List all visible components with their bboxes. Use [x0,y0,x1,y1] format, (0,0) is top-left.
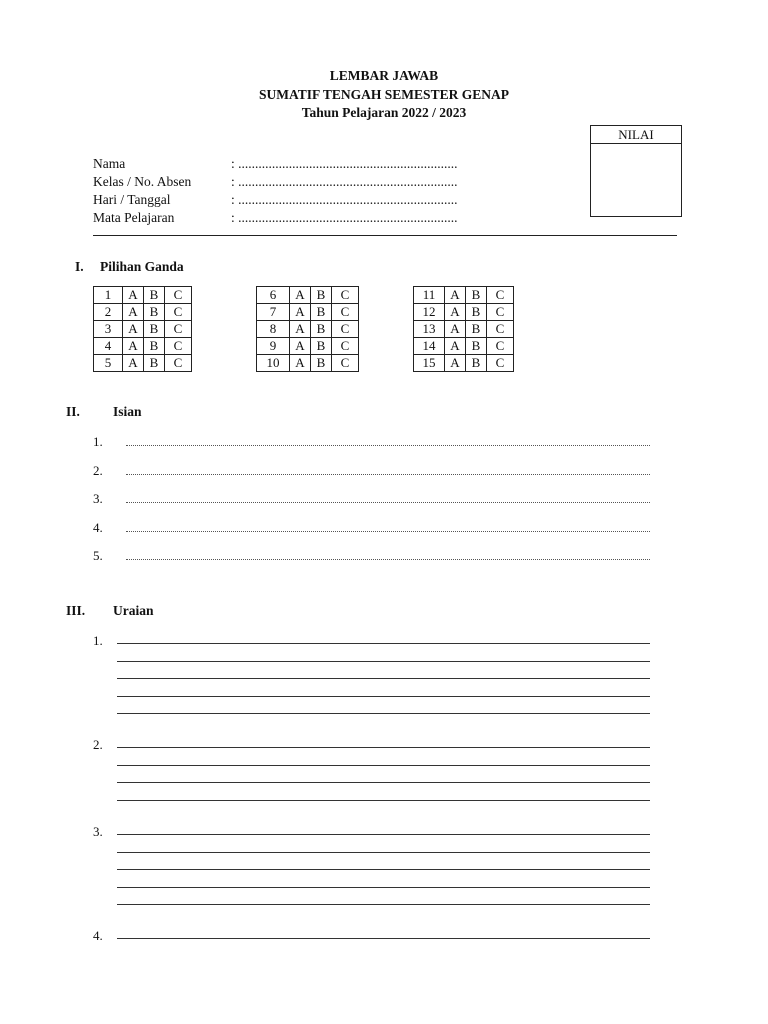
essay-number: 1. [93,633,103,648]
option-c[interactable]: C [332,321,359,338]
option-b[interactable]: B [144,355,165,372]
subject-field[interactable]: : ................................................................. [231,210,458,225]
option-c[interactable]: C [332,287,359,304]
school-year: Tahun Pelajaran 2022 / 2023 [301,105,467,120]
option-a[interactable]: A [123,287,144,304]
section1-number: I. [75,259,84,274]
sheet-title: LEMBAR JAWAB [329,68,439,83]
option-b[interactable]: B [144,287,165,304]
option-c[interactable]: C [487,355,514,372]
option-a[interactable]: A [290,355,311,372]
option-b[interactable]: B [311,304,332,321]
short-answer-number: 2. [93,462,103,478]
answer-row [414,338,514,355]
option-c[interactable]: C [165,321,192,338]
question-number: 8 [257,321,290,338]
essay-line[interactable] [117,713,650,714]
option-b[interactable]: B [144,338,165,355]
short-answer-line[interactable] [126,445,650,446]
question-number: 6 [257,287,290,304]
option-c[interactable]: C [332,304,359,321]
question-number: 11 [414,287,445,304]
answer-row [414,287,514,304]
option-c[interactable]: C [487,287,514,304]
option-c[interactable]: C [165,287,192,304]
class-number-label: Kelas / No. Absen [93,174,192,189]
essay-number: 2. [93,737,103,752]
option-a[interactable]: A [290,287,311,304]
answer-row [94,304,192,321]
question-number: 7 [257,304,290,321]
question-number: 14 [414,338,445,355]
option-c[interactable]: C [165,304,192,321]
option-b[interactable]: B [311,321,332,338]
answer-row [94,321,192,338]
section2-number: II. [66,404,80,419]
section1-title: Pilihan Ganda [100,259,184,274]
question-number: 15 [414,355,445,372]
question-number: 12 [414,304,445,321]
answer-grid-2 [256,286,359,372]
day-date-label: Hari / Tanggal [93,192,171,207]
score-box[interactable] [590,125,682,217]
short-answer-number: 5. [93,548,103,563]
essay-line[interactable] [117,765,650,766]
essay-line[interactable] [117,643,650,644]
option-c[interactable]: C [332,355,359,372]
option-c[interactable]: C [487,304,514,321]
option-b[interactable]: B [466,338,487,355]
option-b[interactable]: B [311,287,332,304]
option-b[interactable]: B [466,355,487,372]
option-b[interactable]: B [466,287,487,304]
header-divider [93,235,677,236]
section3-title: Uraian [113,603,154,618]
answer-row [257,287,359,304]
short-answer-number: 4. [93,519,103,535]
option-a[interactable]: A [445,321,466,338]
short-answer-line[interactable] [126,474,650,475]
option-c[interactable]: C [487,321,514,338]
short-answer-line[interactable] [126,531,650,532]
essay-number: 3. [93,824,103,839]
option-a[interactable]: A [123,338,144,355]
section2-title: Isian [113,404,142,419]
essay-line[interactable] [117,904,650,905]
answer-row [414,304,514,321]
essay-line[interactable] [117,800,650,801]
option-b[interactable]: B [144,321,165,338]
option-c[interactable]: C [165,355,192,372]
option-a[interactable]: A [445,287,466,304]
option-b[interactable]: B [466,304,487,321]
essay-line[interactable] [117,747,650,748]
essay-line[interactable] [117,938,650,939]
name-field[interactable]: : ................................................................. [231,156,458,171]
question-number: 9 [257,338,290,355]
question-number: 4 [94,338,123,355]
option-a[interactable]: A [123,321,144,338]
question-number: 1 [94,287,123,304]
answer-row [94,338,192,355]
option-a[interactable]: A [290,321,311,338]
day-date-field[interactable]: : ................................................................. [231,192,458,207]
option-c[interactable]: C [487,338,514,355]
option-c[interactable]: C [332,338,359,355]
section3-number: III. [66,603,86,618]
essay-line[interactable] [117,782,650,783]
essay-line[interactable] [117,661,650,662]
essay-line[interactable] [117,869,650,870]
option-a[interactable]: A [445,338,466,355]
question-number: 3 [94,321,123,338]
answer-row [414,321,514,338]
answer-row [94,355,192,372]
essay-line[interactable] [117,678,650,679]
class-number-field[interactable]: : ................................................................. [231,174,458,189]
option-a[interactable]: A [290,338,311,355]
option-b[interactable]: B [466,321,487,338]
option-a[interactable]: A [123,304,144,321]
answer-grid-3 [413,286,514,372]
question-number: 5 [94,355,123,372]
option-a[interactable]: A [290,304,311,321]
score-label: NILAI [591,126,681,144]
short-answer-line[interactable] [126,502,650,503]
question-number: 13 [414,321,445,338]
option-b[interactable]: B [144,304,165,321]
essay-line[interactable] [117,887,650,888]
short-answer-line[interactable] [126,559,650,560]
option-c[interactable]: C [165,338,192,355]
option-a[interactable]: A [445,355,466,372]
answer-row [414,355,514,372]
option-b[interactable]: B [311,355,332,372]
essay-line[interactable] [117,852,650,853]
option-b[interactable]: B [311,338,332,355]
answer-row [257,355,359,372]
essay-line[interactable] [117,834,650,835]
answer-row [257,304,359,321]
answer-row [94,287,192,304]
answer-row [257,321,359,338]
essay-line[interactable] [117,696,650,697]
subject-label: Mata Pelajaran [93,210,175,225]
name-label: Nama [93,156,126,171]
option-a[interactable]: A [445,304,466,321]
short-answer-number: 1. [93,434,103,449]
short-answer-number: 3. [93,491,103,506]
option-a[interactable]: A [123,355,144,372]
essay-number: 4. [93,928,103,943]
question-number: 10 [257,355,290,372]
question-number: 2 [94,304,123,321]
exam-title: SUMATIF TENGAH SEMESTER GENAP [259,87,509,102]
answer-row [257,338,359,355]
answer-grid-1 [93,286,192,372]
